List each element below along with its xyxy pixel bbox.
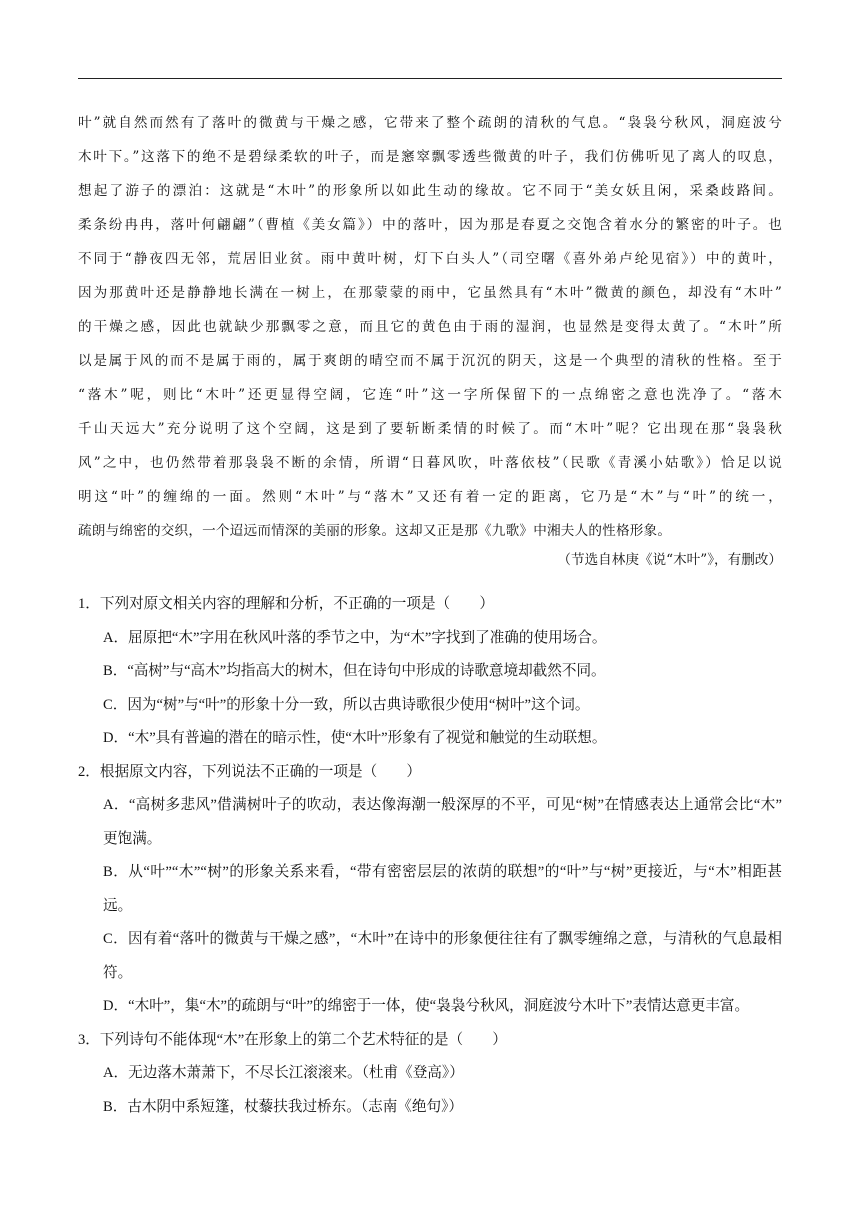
question-1-option-d: D．“木”具有普遍的潜在的暗示性，使“木叶”形象有了视觉和触觉的生动联想。 <box>103 730 607 746</box>
header-rule <box>78 78 782 79</box>
question-2-option-b: B．从“叶”“木”“树”的形象关系来看，“带有密密层层的浓荫的联想”的“叶”与“树”更接近，与“木”相距甚 <box>103 864 782 880</box>
questions <box>78 588 782 1124</box>
passage-line: 风”之中，也仍然带着那袅袅不断的余情，所谓“日暮风吹，叶落依枝”（民歌《青溪小姑歌》）恰足以说 <box>78 455 782 471</box>
question-2-option-c-continued: 符。 <box>103 964 133 981</box>
source-citation: （节选自林庚《说“木叶”》，有删改） <box>557 552 782 568</box>
question-2-option-d: D．“木叶”，集“木”的疏朗与“叶”的绵密于一体，使“袅袅兮秋风，洞庭波兮木叶下”表情达意更丰富。 <box>103 998 750 1014</box>
question-1-option-c: C．因为“树”与“叶”的形象十分一致，所以古典诗歌很少使用“树叶”这个词。 <box>103 696 590 713</box>
passage-line: 明这“叶”的缠绵的一面。然则“木叶”与“落木”又还有着一定的距离，它乃是“木”与“叶”的统一， <box>78 489 782 505</box>
question-2-option-a-continued: 更饱满。 <box>103 830 162 847</box>
passage-line: “落木”呢，则比“木叶”还更显得空阔，它连“叶”这一字所保留下的一点绵密之意也洗净了。“落木 <box>78 387 782 403</box>
question-2-option-b-continued: 远。 <box>103 897 133 914</box>
question-1-stem: 1．下列对原文相关内容的理解和分析，不正确的一项是（ ） <box>78 596 494 612</box>
passage-line: 不同于“静夜四无邻，荒居旧业贫。雨中黄叶树，灯下白头人”（司空曙《喜外弟卢纶见宿》）中的黄叶， <box>78 251 782 267</box>
passage-line: 想起了游子的漂泊：这就是“木叶”的形象所以如此生动的缘故。它不同于“美女妖且闲，采桑歧路间。 <box>78 183 782 199</box>
question-1-option-b: B．“高树”与“高木”均指高大的树木，但在诗句中形成的诗歌意境却截然不同。 <box>103 663 606 679</box>
passage-line: 因为那黄叶还是静静地长满在一树上，在那蒙蒙的雨中，它虽然具有“木叶”微黄的颜色，却没有“木叶” <box>78 285 782 301</box>
passage-line: 柔条纷冉冉，落叶何翩翩”（曹植《美女篇》）中的落叶，因为那是春夏之交饱含着水分的繁密的叶子。也 <box>78 217 782 233</box>
question-2-stem: 2．根据原文内容，下列说法不正确的一项是（ ） <box>78 763 421 780</box>
passage-line: 的干燥之感，因此也就缺少那飘零之意，而且它的黄色由于雨的湿润，也显然是变得太黄了。“木叶”所 <box>78 319 782 335</box>
question-2-option-a: A．“高树多悲风”借满树叶子的吹动，表达像海潮一般深厚的不平，可见“树”在情感表达上通常会比“木” <box>103 797 782 813</box>
passage-line: 木叶下。”这落下的绝不是碧绿柔软的叶子，而是窸窣飘零透些微黄的叶子，我们仿佛听见了离人的叹息， <box>78 149 782 165</box>
passage-line: 千山天远大”充分说明了这个空阔，这是到了要斩断柔情的时候了。而“木叶”呢？它出现在那“袅袅秋 <box>78 421 782 437</box>
question-1-option-a: A．屈原把“木”字用在秋风叶落的季节之中，为“木”字找到了准确的使用场合。 <box>103 629 607 646</box>
passage-line: 叶”就自然而然有了落叶的微黄与干燥之感，它带来了整个疏朗的清秋的气息。“袅袅兮秋风，洞庭波兮 <box>78 115 782 131</box>
passage <box>78 106 782 548</box>
question-3-stem: 3．下列诗句不能体现“木”在形象上的第二个艺术特征的是（ ） <box>78 1031 507 1048</box>
passage-line: 疏朗与绵密的交织，一个迢远而情深的美丽的形象。这却又正是那《九歌》中湘夫人的性格形象。 <box>78 523 672 539</box>
question-2-option-c: C．因有着“落叶的微黄与干燥之感”，“木叶”在诗中的形象便往往有了飘零缠绵之意，与清秋的气息最相 <box>103 931 782 947</box>
question-3-option-b: B．古木阴中系短篷，杖藜扶我过桥东。（志南《绝句》） <box>103 1098 463 1115</box>
question-3-option-a: A．无边落木萧萧下，不尽长江滚滚来。（杜甫《登高》） <box>103 1065 464 1081</box>
passage-line: 以是属于风的而不是属于雨的，属于爽朗的晴空而不属于沉沉的阴天，这是一个典型的清秋的性格。至于 <box>78 353 782 369</box>
